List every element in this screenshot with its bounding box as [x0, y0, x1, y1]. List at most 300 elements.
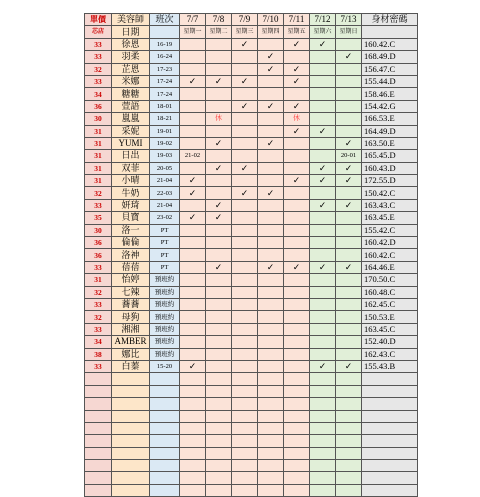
day-cell: ✓ [206, 75, 232, 87]
empty-row [85, 422, 418, 434]
body-code-cell: 150.53.E [362, 311, 418, 323]
shift-cell: 17-23 [150, 63, 180, 75]
body-code-cell: 165.45.D [362, 150, 418, 162]
price-cell: 38 [85, 348, 112, 360]
price-cell: 31 [85, 150, 112, 162]
table-row [85, 360, 418, 372]
day-cell [180, 100, 206, 112]
price-cell: 33 [85, 75, 112, 87]
day-cell [284, 237, 310, 249]
day-cell [336, 100, 362, 112]
empty-cell [258, 410, 284, 422]
table-row [85, 286, 418, 298]
day-cell [258, 175, 284, 187]
empty-cell [310, 472, 336, 484]
beautician-name: 娜比 [112, 348, 150, 360]
day-cell [232, 113, 258, 125]
day-cell [310, 100, 336, 112]
shift-cell: 預班約 [150, 298, 180, 310]
price-cell: 33 [85, 298, 112, 310]
day-cell [336, 125, 362, 137]
empty-cell [310, 398, 336, 410]
day-cell [206, 249, 232, 261]
day-cell: ✓ [336, 360, 362, 372]
day-cell [258, 286, 284, 298]
day-cell [336, 75, 362, 87]
date-label: 日期 [112, 26, 150, 38]
empty-cell [85, 472, 112, 484]
empty-cell [362, 460, 418, 472]
day-cell: ✓ [206, 261, 232, 273]
header-row [85, 14, 418, 26]
day-cell [310, 237, 336, 249]
table-row [85, 212, 418, 224]
day-cell [336, 274, 362, 286]
shift-cell: 預班約 [150, 286, 180, 298]
shift-cell: 15-20 [150, 360, 180, 372]
day-cell [180, 199, 206, 211]
table-row [85, 125, 418, 137]
date-header: 7/12 [310, 14, 336, 26]
day-cell [232, 348, 258, 360]
day-cell [336, 323, 362, 335]
class-header: 班次 [150, 14, 180, 26]
body-code-cell: 154.42.G [362, 100, 418, 112]
day-cell [310, 249, 336, 261]
table-row [85, 187, 418, 199]
day-cell [180, 113, 206, 125]
beautician-name: 日出 [112, 150, 150, 162]
day-cell [258, 113, 284, 125]
day-cell [336, 249, 362, 261]
empty-cell [112, 472, 150, 484]
day-cell: ✓ [284, 125, 310, 137]
shift-cell: 16-19 [150, 38, 180, 50]
price-cell: 32 [85, 311, 112, 323]
body-code-cell: 150.42.C [362, 187, 418, 199]
empty-cell [180, 460, 206, 472]
day-cell [310, 63, 336, 75]
day-cell [258, 336, 284, 348]
day-cell [232, 63, 258, 75]
day-cell [258, 224, 284, 236]
empty-cell [258, 373, 284, 385]
day-cell [180, 237, 206, 249]
shift-cell: 16-24 [150, 51, 180, 63]
price-cell: 32 [85, 286, 112, 298]
weekday-row [85, 26, 418, 38]
beautician-name: 洛神 [112, 249, 150, 261]
empty-cell [112, 398, 150, 410]
body-code-cell: 164.49.D [362, 125, 418, 137]
day-cell [310, 137, 336, 149]
date-header: 7/10 [258, 14, 284, 26]
empty-cell [180, 398, 206, 410]
day-cell: ✓ [284, 100, 310, 112]
day-cell [284, 274, 310, 286]
empty-cell [232, 460, 258, 472]
body-code-cell: 160.42.D [362, 237, 418, 249]
price-cell: 31 [85, 274, 112, 286]
empty-cell [232, 422, 258, 434]
empty-cell [232, 484, 258, 496]
day-cell [206, 63, 232, 75]
day-cell [284, 298, 310, 310]
table-row [85, 150, 418, 162]
empty-cell [362, 385, 418, 397]
empty-cell [206, 435, 232, 447]
day-cell [336, 348, 362, 360]
body-code-cell: 155.42.C [362, 224, 418, 236]
day-cell [284, 88, 310, 100]
weekday-label: 星期二 [206, 26, 232, 38]
empty-cell [284, 385, 310, 397]
day-cell [310, 323, 336, 335]
day-cell [258, 150, 284, 162]
day-cell [336, 113, 362, 125]
weekday-label: 星期日 [336, 26, 362, 38]
price-cell: 32 [85, 187, 112, 199]
day-cell [206, 51, 232, 63]
beautician-name: AMBER [112, 336, 150, 348]
day-cell [258, 38, 284, 50]
date-header: 7/13 [336, 14, 362, 26]
day-cell [310, 348, 336, 360]
body-code-cell: 164.46.E [362, 261, 418, 273]
day-cell [284, 51, 310, 63]
table-row [85, 113, 418, 125]
day-cell [180, 311, 206, 323]
empty-cell [284, 373, 310, 385]
day-cell [180, 348, 206, 360]
day-cell [206, 125, 232, 137]
beautician-name: 洛一 [112, 224, 150, 236]
price-cell: 31 [85, 125, 112, 137]
empty-cell [206, 484, 232, 496]
shift-cell: 22-03 [150, 187, 180, 199]
day-cell: ✓ [310, 38, 336, 50]
body-code-cell: 162.43.C [362, 348, 418, 360]
day-cell [258, 75, 284, 87]
day-cell [180, 261, 206, 273]
day-cell [232, 88, 258, 100]
day-cell [180, 88, 206, 100]
day-cell [180, 51, 206, 63]
empty-cell [206, 373, 232, 385]
empty-row [85, 472, 418, 484]
body-code-cell: 160.48.C [362, 286, 418, 298]
price-cell: 36 [85, 100, 112, 112]
empty-cell [206, 447, 232, 459]
beautician-name: YUMI [112, 137, 150, 149]
day-cell [206, 38, 232, 50]
price-cell: 30 [85, 224, 112, 236]
empty-cell [232, 435, 258, 447]
day-cell [310, 274, 336, 286]
table-body [85, 14, 418, 497]
day-cell [310, 286, 336, 298]
empty-cell [310, 410, 336, 422]
empty-cell [362, 422, 418, 434]
day-cell [284, 150, 310, 162]
table-row [85, 175, 418, 187]
empty-cell [180, 447, 206, 459]
empty-cell [362, 373, 418, 385]
day-cell [336, 63, 362, 75]
empty-cell [112, 385, 150, 397]
empty-cell [336, 398, 362, 410]
beautician-name: 湘湘 [112, 323, 150, 335]
day-cell [310, 51, 336, 63]
empty-row [85, 484, 418, 496]
table-row [85, 137, 418, 149]
day-cell [232, 212, 258, 224]
empty-cell [362, 398, 418, 410]
day-cell [180, 249, 206, 261]
empty-cell [284, 484, 310, 496]
empty-cell [150, 385, 180, 397]
empty-cell [258, 435, 284, 447]
day-cell [180, 162, 206, 174]
shift-cell: 17-24 [150, 75, 180, 87]
day-cell [310, 298, 336, 310]
price-cell: 33 [85, 261, 112, 273]
empty-cell [258, 385, 284, 397]
day-cell: ✓ [284, 261, 310, 273]
price-cell: 34 [85, 336, 112, 348]
beautician-name: 怡婷 [112, 274, 150, 286]
empty-cell [336, 422, 362, 434]
empty-cell [180, 422, 206, 434]
day-cell: ✓ [336, 137, 362, 149]
empty-cell [362, 472, 418, 484]
day-cell: ✓ [310, 360, 336, 372]
day-cell [206, 348, 232, 360]
body-code-header: 身材密碼 [362, 14, 418, 26]
day-cell: ✓ [206, 137, 232, 149]
table-row [85, 348, 418, 360]
empty-cell [206, 460, 232, 472]
beautician-header: 美容師 [112, 14, 150, 26]
day-cell [310, 88, 336, 100]
day-cell: ✓ [336, 261, 362, 273]
body-code-cell: 163.45.E [362, 212, 418, 224]
day-cell: ✓ [310, 199, 336, 211]
day-cell [206, 360, 232, 372]
price-cell: 30 [85, 113, 112, 125]
table-row [85, 88, 418, 100]
day-cell [180, 336, 206, 348]
day-cell [284, 323, 310, 335]
empty-cell [310, 484, 336, 496]
day-cell [310, 311, 336, 323]
empty-cell [150, 472, 180, 484]
day-cell [206, 100, 232, 112]
day-cell [232, 237, 258, 249]
table-row [85, 51, 418, 63]
empty-row [85, 410, 418, 422]
body-code-cell: 160.43.D [362, 162, 418, 174]
shift-cell: 21-04 [150, 199, 180, 211]
day-cell [232, 298, 258, 310]
empty-cell [258, 398, 284, 410]
beautician-name: 小晴 [112, 175, 150, 187]
day-cell [310, 187, 336, 199]
empty-cell [362, 435, 418, 447]
day-cell [232, 199, 258, 211]
shift-cell: 18-21 [150, 113, 180, 125]
weekday-label: 星期六 [310, 26, 336, 38]
table-row [85, 298, 418, 310]
table-row [85, 224, 418, 236]
empty-cell [310, 460, 336, 472]
body-code-cell: 160.42.C [362, 249, 418, 261]
beautician-name: 妍琦 [112, 199, 150, 211]
day-cell [336, 224, 362, 236]
day-cell [206, 286, 232, 298]
day-cell [206, 175, 232, 187]
price-cell: 31 [85, 175, 112, 187]
day-cell: ✓ [284, 175, 310, 187]
day-cell [258, 311, 284, 323]
day-cell: ✓ [310, 175, 336, 187]
day-cell [336, 311, 362, 323]
day-cell [232, 125, 258, 137]
day-cell [284, 137, 310, 149]
price-cell: 33 [85, 199, 112, 211]
day-cell: 休 [284, 113, 310, 125]
beautician-name: 米娜 [112, 75, 150, 87]
empty-cell [284, 410, 310, 422]
body-code-cell: 155.43.B [362, 360, 418, 372]
day-cell: ✓ [206, 162, 232, 174]
day-cell [206, 311, 232, 323]
day-cell: ✓ [232, 100, 258, 112]
day-cell [180, 298, 206, 310]
empty-cell [85, 373, 112, 385]
day-cell [310, 212, 336, 224]
empty-cell [258, 422, 284, 434]
price-cell: 31 [85, 162, 112, 174]
beautician-name: 蓓蓓 [112, 261, 150, 273]
price-cell: 34 [85, 88, 112, 100]
day-cell [336, 212, 362, 224]
body-code-cell: 155.44.D [362, 75, 418, 87]
empty-cell [284, 422, 310, 434]
empty-cell [150, 447, 180, 459]
beautician-name: 羽柔 [112, 51, 150, 63]
empty-cell [85, 484, 112, 496]
empty-cell [150, 460, 180, 472]
empty-cell [336, 472, 362, 484]
shift-cell: 20-05 [150, 162, 180, 174]
day-cell [258, 348, 284, 360]
weekday-label: 星期五 [284, 26, 310, 38]
table-row [85, 261, 418, 273]
empty-cell [150, 398, 180, 410]
price-cell: 35 [85, 212, 112, 224]
shift-cell: 預班約 [150, 336, 180, 348]
empty-cell [284, 435, 310, 447]
empty-cell [232, 472, 258, 484]
body-code-cell: 158.46.E [362, 88, 418, 100]
price-cell: 32 [85, 63, 112, 75]
shift-cell: PT [150, 249, 180, 261]
day-cell [232, 274, 258, 286]
empty-cell [362, 484, 418, 496]
beautician-name: 倫倫 [112, 237, 150, 249]
empty-cell [310, 385, 336, 397]
shift-cell: PT [150, 237, 180, 249]
table-row [85, 323, 418, 335]
day-cell [258, 360, 284, 372]
table-row [85, 237, 418, 249]
empty-cell [85, 385, 112, 397]
empty-cell [150, 410, 180, 422]
table-row [85, 249, 418, 261]
day-cell [310, 113, 336, 125]
day-cell [336, 187, 362, 199]
empty-cell [112, 435, 150, 447]
empty-cell [284, 460, 310, 472]
day-cell [336, 336, 362, 348]
day-cell [232, 286, 258, 298]
empty-row [85, 385, 418, 397]
empty-row [85, 398, 418, 410]
shift-cell: 預班約 [150, 311, 180, 323]
empty-cell [258, 484, 284, 496]
date-header: 7/9 [232, 14, 258, 26]
date-header: 7/8 [206, 14, 232, 26]
shift-cell: 19-03 [150, 150, 180, 162]
day-cell [206, 150, 232, 162]
empty-cell [206, 472, 232, 484]
beautician-name: 糖糖 [112, 88, 150, 100]
empty-cell [232, 410, 258, 422]
day-cell: 21-02 [180, 150, 206, 162]
empty-cell [85, 447, 112, 459]
day-cell [284, 249, 310, 261]
day-cell: ✓ [258, 63, 284, 75]
body-code-cell: 152.40.D [362, 336, 418, 348]
day-cell [232, 249, 258, 261]
empty-cell [112, 422, 150, 434]
day-cell [232, 150, 258, 162]
day-cell [284, 360, 310, 372]
empty-cell [180, 410, 206, 422]
body-code-cell: 172.55.D [362, 175, 418, 187]
price-cell: 33 [85, 51, 112, 63]
day-cell: ✓ [180, 75, 206, 87]
shift-cell: 預班約 [150, 348, 180, 360]
day-cell [180, 137, 206, 149]
body-code-cell: 168.49.D [362, 51, 418, 63]
shift-cell: 23-02 [150, 212, 180, 224]
table-row [85, 274, 418, 286]
shift-cell: PT [150, 224, 180, 236]
day-cell [206, 187, 232, 199]
beautician-name: 采妮 [112, 125, 150, 137]
center-label: 芯店 [85, 26, 112, 38]
empty-cell [180, 435, 206, 447]
empty-cell [336, 435, 362, 447]
day-cell [284, 199, 310, 211]
empty-cell [85, 435, 112, 447]
empty-cell [150, 484, 180, 496]
day-cell: ✓ [232, 187, 258, 199]
empty-cell [310, 373, 336, 385]
empty-row [85, 460, 418, 472]
